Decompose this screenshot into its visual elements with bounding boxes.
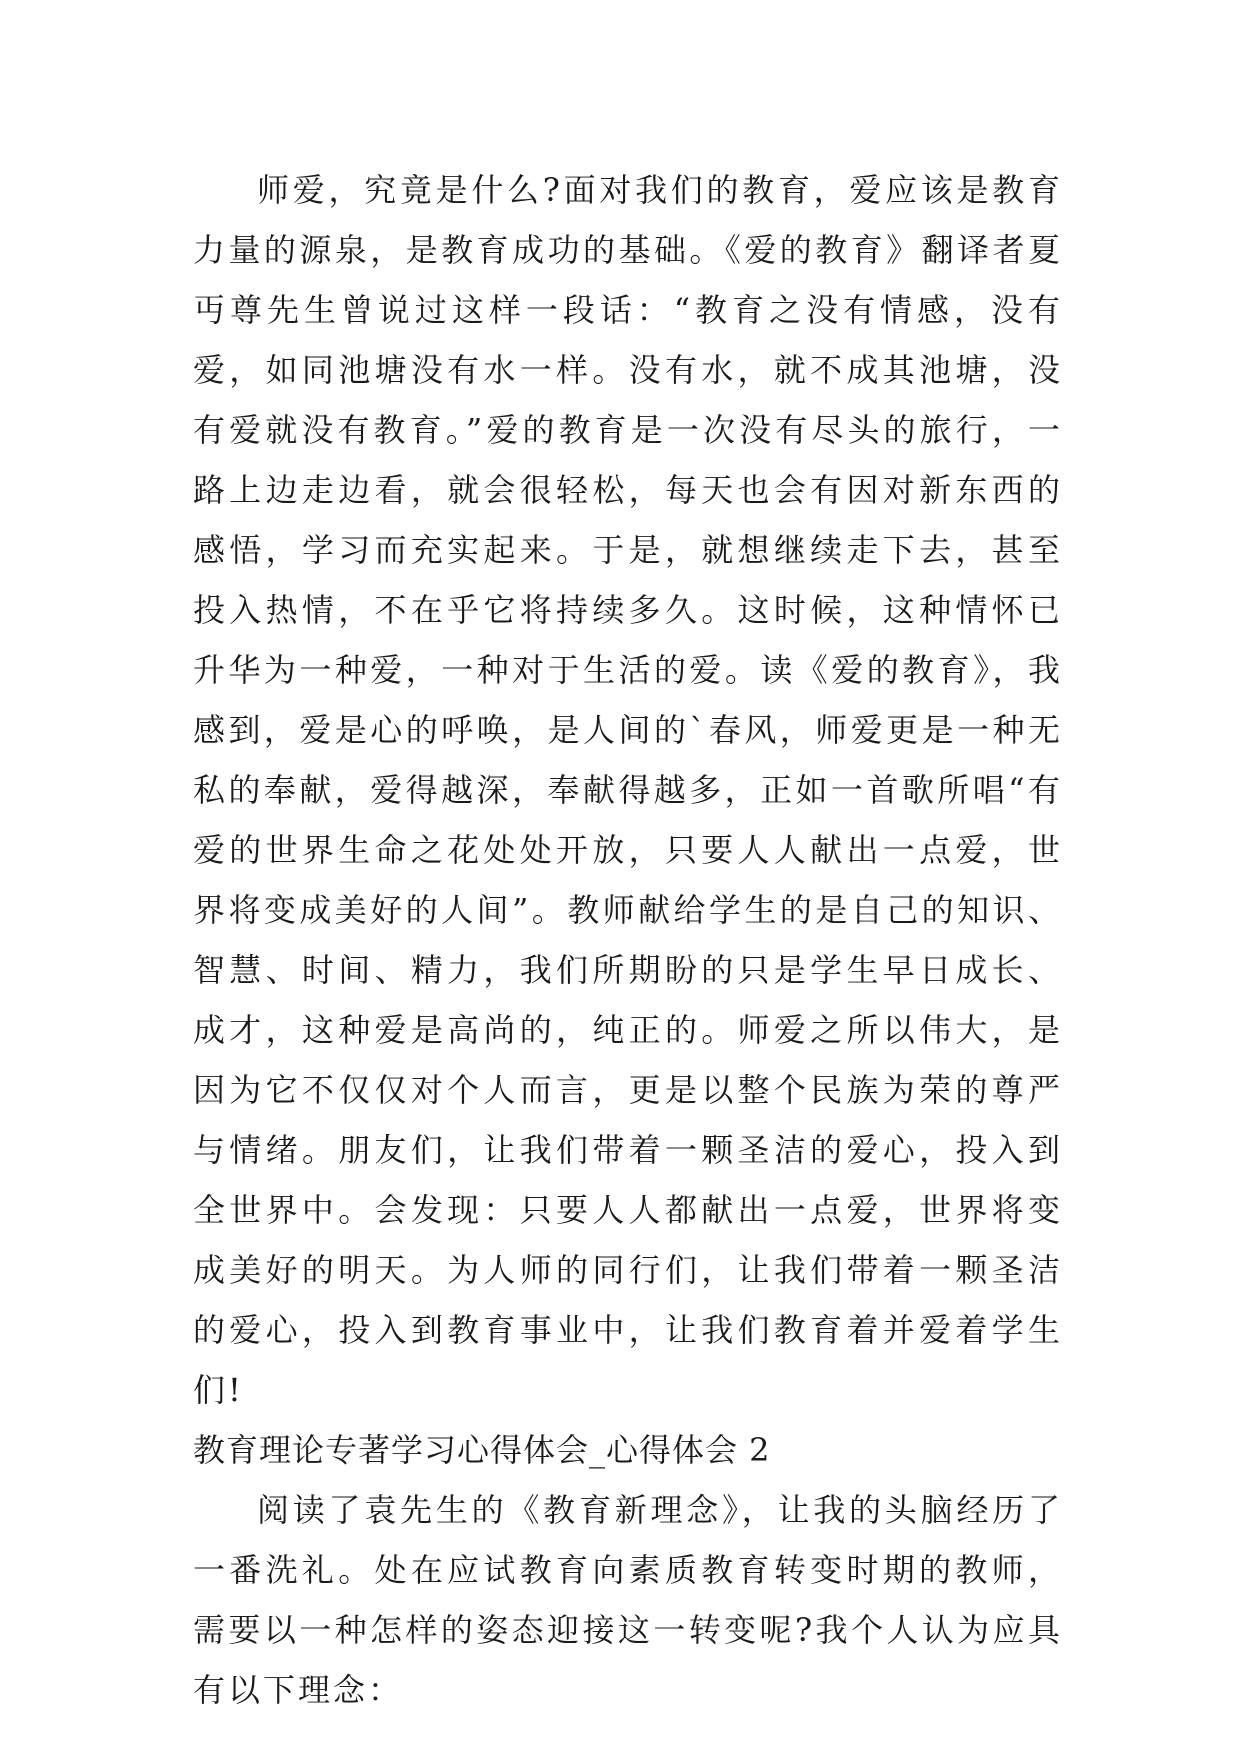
body-paragraph: 阅读了袁先生的《教育新理念》，让我的头脑经历了一番洗礼。处在应试教育向素质教育转变时期的教师，需要以一种怎样的姿态迎接这一转变呢?我个人认为应具有以下理念： — [193, 1491, 1063, 1709]
body-paragraph: 师爱，究竟是什么?面对我们的教育，爱应该是教育力量的源泉，是教育成功的基础。《爱的教育》翻译者夏丏尊先生曾说过这样一段话：“教育之没有情感，没有爱，如同池塘没有水一样。没有水，就不成其池塘，没有爱就没有教育。”爱的教育是一次没有尽头的旅行，一路上边走边看，就会很轻松，每天也会有因对新东西的感悟，学习而充实起来。于是，就想继续走下去，甚至投入热情，不在乎它将持续多久。这时候，这种情怀已升华为一种爱，一种对于生活的爱。读《爱的教育》，我感到，爱是心的呼唤，是人间的`春风，师爱更是一种无私的奉献，爱得越深，奉献得越多，正如一首歌所唱“有爱的世界生命之花处处开放，只要人人献出一点爱，世界将变成美好的人间”。教师献给学生的是自己的知识、智慧、时间、精力，我们所期盼的只是学生早日成长、成才，这种爱是高尚的，纯正的。师爱之所以伟大，是因为它不仅仅对个人而言，更是以整个民族为荣的尊严与情绪。朋友们，让我们带着一颗圣洁的爱心，投入到全世界中。会发现：只要人人都献出一点爱，世界将变成美好的明天。为人师的同行们，让我们带着一颗圣洁的爱心，投入到教育事业中，让我们教育着并爱着学生们! — [193, 171, 1063, 1409]
document-body — [193, 160, 1063, 1720]
section-heading: 教育理论专著学习心得体会_心得体会 2 — [193, 1431, 771, 1469]
